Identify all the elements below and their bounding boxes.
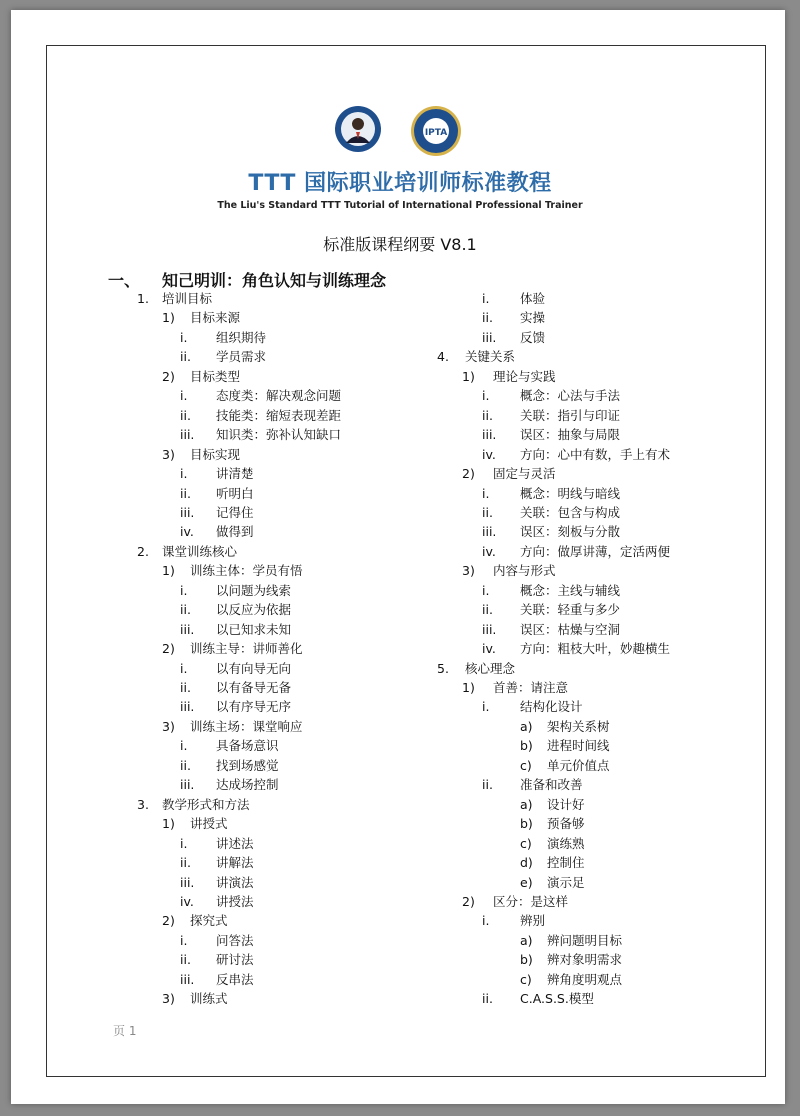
outline-item-text: 技能类：缩短表现差距 — [216, 407, 342, 423]
outline-item-text: 概念：明线与暗线 — [520, 485, 621, 501]
outline-item-marker: e) — [520, 874, 533, 890]
outline-item-text: 固定与灵活 — [493, 466, 556, 482]
outline-item-text: 找到场感觉 — [216, 757, 279, 773]
outline-item-marker: ii. — [482, 504, 493, 520]
outline-item-marker: iii. — [180, 971, 195, 987]
outline-item-marker: i. — [482, 699, 490, 715]
outline-item-text: 目标类型 — [190, 368, 241, 384]
outline-item-marker: a) — [520, 796, 533, 812]
outline-item-text: 结构化设计 — [520, 699, 583, 715]
outline-item-marker: ii. — [180, 349, 191, 365]
outline-item-marker: 2) — [162, 641, 175, 657]
outline-item-marker: i. — [180, 835, 188, 851]
outline-item-text: 反馈 — [520, 329, 546, 345]
outline-item-marker: i. — [482, 388, 490, 404]
outline-item-marker: c) — [520, 757, 532, 773]
outline-item-text: 组织期待 — [216, 329, 267, 345]
outline-item-marker: a) — [520, 718, 533, 734]
outline-version-title: 标准版课程纲要 V8.1 — [323, 235, 477, 254]
outline-item-marker: iii. — [180, 699, 195, 715]
outline-item-text: 控制住 — [547, 855, 585, 871]
outline-item-text: 学员需求 — [216, 349, 267, 365]
outline-item-marker: ii. — [180, 855, 191, 871]
outline-item-text: 辨对象明需求 — [547, 952, 623, 968]
outline-item-marker: 5. — [437, 660, 449, 676]
outline-item-marker: i. — [180, 660, 188, 676]
outline-item-marker: iii. — [482, 621, 497, 637]
outline-item-text: 方向：粗枝大叶，妙趣横生 — [520, 641, 671, 657]
outline-item-marker: ii. — [180, 407, 191, 423]
outline-item-text: 目标实现 — [190, 446, 241, 462]
page-number: 页 1 — [113, 1024, 137, 1038]
outline-item-text: 记得住 — [216, 504, 254, 520]
outline-item-text: 训练主场：课堂响应 — [190, 718, 303, 734]
outline-item-text: 以已知求未知 — [216, 621, 292, 637]
trainer-portrait-logo — [334, 105, 382, 153]
outline-item-marker: ii. — [180, 485, 191, 501]
outline-item-text: 讲授式 — [190, 816, 228, 832]
outline-item-text: 探究式 — [190, 913, 228, 929]
outline-item-marker: 2. — [137, 543, 149, 559]
outline-item-text: C.A.S.S.模型 — [520, 991, 594, 1007]
outline-item-marker: iii. — [482, 524, 497, 540]
outline-item-marker: 1) — [162, 310, 175, 326]
outline-item-marker: iii. — [180, 777, 195, 793]
outline-item-marker: 4. — [437, 349, 449, 365]
outline-item-marker: 2) — [462, 893, 475, 909]
outline-item-text: 训练主导：讲师善化 — [190, 641, 303, 657]
outline-item-marker: 2) — [162, 913, 175, 929]
outline-item-marker: i. — [482, 485, 490, 501]
svg-text:IPTA: IPTA — [424, 128, 448, 138]
ipta-seal-logo — [410, 105, 462, 157]
outline-item-marker: 1) — [462, 680, 475, 695]
outline-item-marker: iii. — [482, 329, 497, 345]
outline-item-text: 以有向导无向 — [216, 660, 292, 676]
outline-item-text: 概念：主线与辅线 — [520, 582, 621, 598]
outline-item-text: 关键关系 — [465, 349, 516, 365]
outline-item-marker: 1) — [162, 563, 175, 579]
outline-item-marker: iii. — [180, 504, 195, 520]
outline-item-marker: 3) — [162, 446, 175, 462]
outline-item-text: 进程时间线 — [547, 738, 610, 754]
outline-item-marker: ii. — [180, 602, 191, 618]
outline-item-marker: i. — [180, 388, 188, 404]
section-title: 知己明训：角色认知与训练理念 — [162, 271, 387, 290]
outline-item-marker: i. — [180, 738, 188, 754]
outline-item-marker: c) — [520, 971, 532, 987]
outline-item-text: 误区：抽象与局限 — [520, 427, 621, 443]
outline-item-text: 训练式 — [190, 991, 228, 1007]
outline-item-marker: b) — [520, 952, 533, 968]
outline-item-text: 理论与实践 — [493, 368, 556, 384]
outline-item-marker: i. — [482, 582, 490, 598]
outline-item-text: 以反应为依据 — [216, 602, 292, 618]
outline-item-text: 培训目标 — [162, 291, 213, 306]
outline-item-text: 区分：是这样 — [493, 893, 569, 909]
section-number: 一、 — [108, 271, 141, 290]
outline-item-text: 关联：轻重与多少 — [520, 602, 621, 618]
outline-item-marker: iv. — [482, 641, 496, 657]
outline-item-marker: i. — [180, 329, 188, 345]
outline-item-marker: a) — [520, 932, 533, 948]
outline-item-text: 以有序导无序 — [216, 699, 292, 715]
outline-item-text: 实操 — [520, 310, 546, 326]
outline-item-marker: 1. — [137, 291, 149, 306]
outline-item-text: 概念：心法与手法 — [520, 388, 621, 404]
outline-item-text: 具备场意识 — [216, 738, 279, 754]
course-main-title: TTT 国际职业培训师标准教程 — [248, 171, 552, 196]
outline-item-text: 关联：包含与构成 — [520, 504, 621, 520]
outline-item-text: 目标来源 — [190, 310, 241, 326]
outline-item-text: 误区：枯燥与空洞 — [520, 621, 621, 637]
outline-item-marker: 2) — [162, 368, 175, 384]
outline-item-text: 架构关系树 — [547, 718, 610, 734]
outline-item-text: 训练主体：学员有悟 — [190, 563, 303, 579]
outline-item-marker: i. — [180, 582, 188, 598]
outline-item-text: 辨角度明观点 — [547, 971, 623, 987]
outline-item-text: 演练熟 — [547, 835, 585, 851]
outline-item-marker: 3) — [162, 718, 175, 734]
outline-item-marker: iii. — [180, 874, 195, 890]
outline-item-text: 课堂训练核心 — [162, 543, 238, 559]
outline-item-marker: c) — [520, 835, 532, 851]
outline-item-marker: ii. — [482, 407, 493, 423]
outline-item-marker: ii. — [180, 952, 191, 968]
outline-item-text: 以问题为线索 — [216, 582, 292, 598]
outline-item-text: 核心理念 — [465, 660, 516, 676]
outline-item-marker: ii. — [482, 991, 493, 1007]
outline-item-text: 听明白 — [216, 485, 254, 501]
outline-item-text: 问答法 — [216, 932, 254, 948]
outline-item-text: 准备和改善 — [520, 777, 583, 793]
outline-item-text: 态度类：解决观念问题 — [216, 388, 342, 404]
outline-item-marker: iv. — [180, 524, 194, 540]
outline-item-text: 讲解法 — [216, 855, 254, 871]
outline-item-marker: ii. — [482, 310, 493, 326]
outline-item-marker: ii. — [482, 602, 493, 618]
outline-item-marker: ii. — [180, 757, 191, 773]
outline-item-marker: iv. — [180, 893, 194, 909]
outline-item-text: 预备够 — [547, 816, 585, 832]
outline-item-text: 内容与形式 — [493, 563, 556, 579]
outline-item-marker: i. — [180, 932, 188, 948]
outline-item-marker: 3. — [137, 796, 149, 812]
course-english-subtitle: The Liu's Standard TTT Tutorial of International Professional Trainer — [217, 200, 583, 211]
outline-item-text: 辨别 — [520, 913, 546, 929]
outline-item-text: 单元价值点 — [547, 757, 610, 773]
outline-item-text: 辨问题明目标 — [547, 932, 623, 948]
outline-item-text: 方向：做厚讲薄，定活两便 — [520, 543, 671, 559]
outline-item-marker: ii. — [482, 777, 493, 793]
outline-item-text: 演示足 — [547, 874, 585, 890]
outline-item-marker: b) — [520, 738, 533, 754]
outline-item-marker: d) — [520, 855, 533, 871]
outline-item-marker: iv. — [482, 446, 496, 462]
outline-item-marker: iii. — [180, 621, 195, 637]
outline-item-text: 知识类：弥补认知缺口 — [216, 427, 342, 443]
outline-item-text: 误区：刻板与分散 — [520, 524, 621, 540]
outline-item-text: 反串法 — [216, 971, 254, 987]
outline-item-text: 关联：指引与印证 — [520, 407, 621, 423]
outline-item-text: 体验 — [520, 291, 546, 306]
outline-item-marker: 3) — [162, 991, 175, 1007]
outline-item-marker: b) — [520, 816, 533, 832]
outline-item-marker: i. — [180, 466, 188, 482]
outline-item-text: 教学形式和方法 — [162, 796, 250, 812]
outline-item-marker: 2) — [462, 466, 475, 482]
outline-item-text: 讲授法 — [216, 893, 254, 909]
outline-item-marker: i. — [482, 913, 490, 929]
outline-item-text: 设计好 — [547, 796, 585, 812]
outline-item-text: 方向：心中有数，手上有术 — [520, 446, 671, 462]
outline-item-text: 做得到 — [216, 524, 254, 540]
outline-item-text: 讲演法 — [216, 874, 254, 890]
outline-item-text: 讲清楚 — [216, 466, 254, 482]
outline-item-marker: i. — [482, 291, 490, 306]
outline-item-text: 达成场控制 — [216, 777, 279, 793]
outline-item-text: 讲述法 — [216, 835, 254, 851]
outline-item-marker: 1) — [162, 816, 175, 832]
outline-item-marker: 1) — [462, 368, 475, 384]
outline-item-marker: iii. — [482, 427, 497, 443]
outline-item-text: 首善：请注意 — [493, 680, 569, 695]
outline-item-text: 研讨法 — [216, 952, 254, 968]
outline-item-marker: iii. — [180, 427, 195, 443]
outline-item-marker: 3) — [462, 563, 475, 579]
outline-item-marker: ii. — [180, 680, 191, 695]
outline-item-text: 以有备导无备 — [216, 680, 292, 695]
outline-item-marker: iv. — [482, 543, 496, 559]
